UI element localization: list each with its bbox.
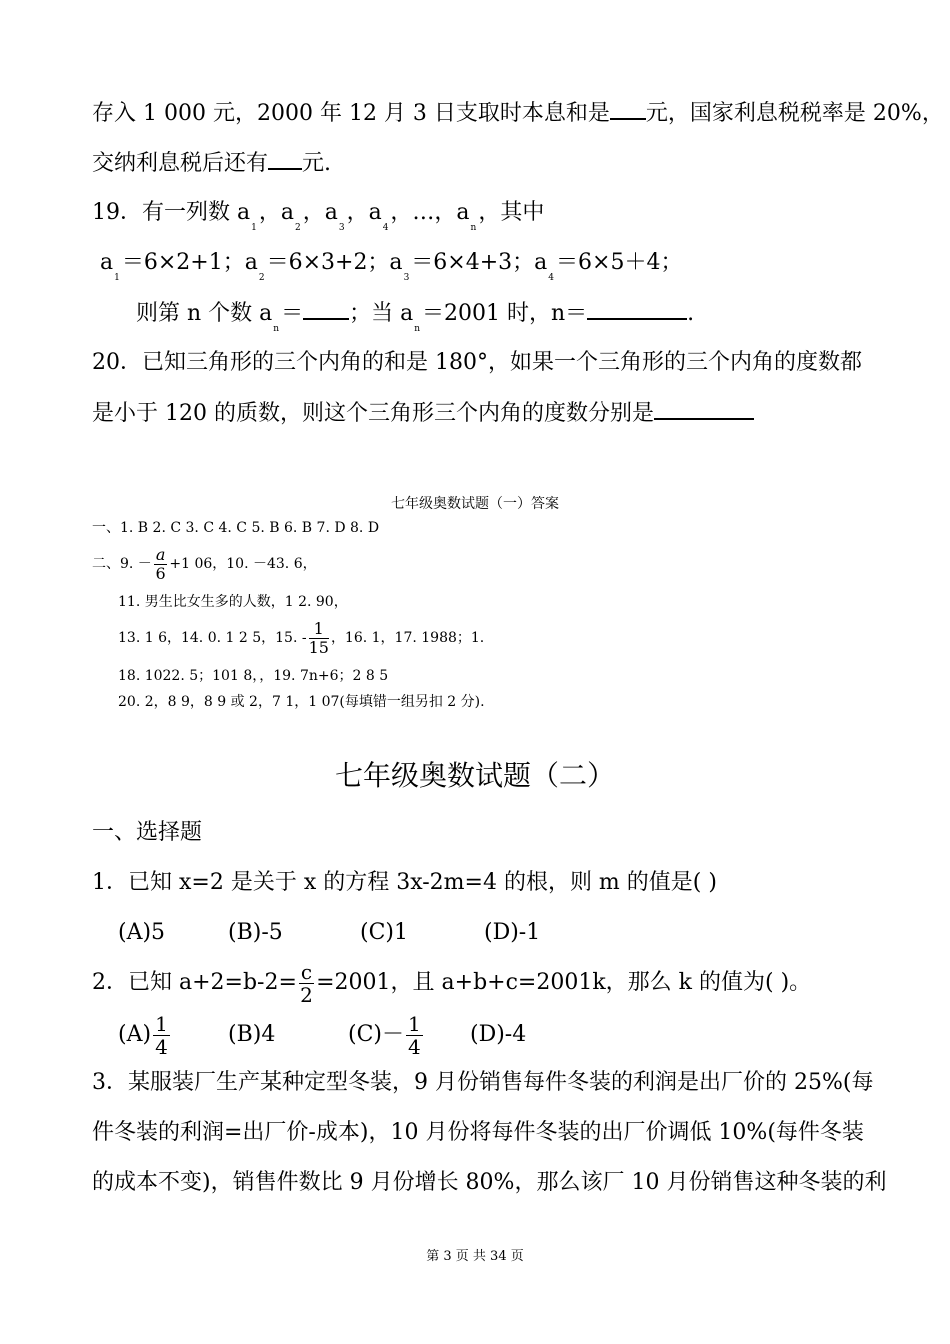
q1-options [118, 918, 540, 948]
q19-intro: 19．有一列数 a [92, 200, 251, 225]
test2-title: 七年级奥数试题（二） [334, 759, 615, 792]
q18-text-b: 元，国家利息税税率是 20%， [645, 101, 944, 126]
q18-line2 [92, 148, 331, 179]
fraction-denominator: 15 [308, 637, 329, 657]
fraction-numerator: 1 [408, 1011, 421, 1036]
q2-option-b[interactable]: (B)4 [228, 1022, 276, 1047]
q19-dots: ，…，a [390, 200, 470, 225]
q19-a-letter: a [100, 250, 114, 275]
q20-line2 [92, 398, 754, 429]
q19-line3 [136, 298, 694, 333]
fraction [154, 546, 168, 583]
q20-blank[interactable] [654, 398, 754, 420]
q19-formula-1: ＝6×2+1；a [121, 250, 258, 275]
q2-text-a: 2．已知 a+2=b-2= [92, 970, 297, 995]
q18-line1 [92, 98, 944, 129]
answers-row2-text-a: 二、9. － [92, 556, 152, 572]
q19-formula-2: ＝6×3+2；a [266, 250, 403, 275]
q2-option-c[interactable] [348, 1010, 470, 1060]
answers-row4-text-b: ，16. 1，17. 1988；1. [330, 630, 485, 646]
section-heading: 一、选择题 [92, 820, 203, 845]
answers-title: 七年级奥数试题（一）答案 [391, 496, 559, 512]
q1-text: 1．已知 x=2 是关于 x 的方程 3x-2m=4 的根，则 m 的值是( ) [92, 870, 717, 895]
q19-sep: ，a [346, 200, 382, 225]
q3-line1: 3．某服装厂生产某种定型冬装，9 月份销售每件冬装的利润是出厂价的 25%(每 [92, 1070, 874, 1095]
q19-question-b: ＝ [281, 301, 304, 326]
subscript: 3 [338, 223, 345, 233]
q2-option-d[interactable]: (D)-4 [470, 1022, 527, 1047]
q2-options [118, 1010, 526, 1060]
q19-line1 [92, 198, 544, 232]
q19-question-a: 则第 n 个数 a [136, 301, 273, 326]
answers-row-1: 一、1. B 2. C 3. C 4. C 5. B 6. B 7. D 8. D [92, 520, 380, 536]
q2-option-c-label: (C)－ [348, 1022, 404, 1047]
fraction-numerator: c [300, 959, 313, 984]
q1-option-a[interactable]: (A)5 [118, 920, 166, 945]
subscript: 1 [251, 223, 257, 233]
answers-row-6: 20. 2，8 9，8 9 或 2，7 1，1 07(每填错一组另扣 2 分). [118, 694, 485, 710]
subscript: n [470, 223, 477, 233]
q20-text: 是小于 120 的质数，则这个三角形三个内角的度数分别是 [92, 401, 654, 426]
q19-line2 [100, 248, 682, 282]
q19-formula-3: ＝6×4+3；a [411, 250, 548, 275]
q2-option-a[interactable] [118, 1010, 228, 1060]
q18-blank-1[interactable] [610, 98, 646, 120]
subscript: 4 [382, 223, 389, 233]
subscript: 2 [258, 273, 265, 283]
q1-option-d[interactable]: (D)-1 [484, 920, 541, 945]
q3-line2: 件冬装的利润=出厂价-成本)，10 月份将每件冬装的出厂价调低 10%(每件冬装 [92, 1120, 864, 1145]
q19-question-c: ；当 a [349, 301, 414, 326]
q2-text [92, 958, 811, 1008]
q2-text-b: =2001，且 a+b+c=2001k，那么 k 的值为( )。 [316, 970, 812, 995]
q19-tail: ，其中 [478, 200, 545, 225]
q19-formula-4: ＝6×5＋4； [556, 250, 683, 275]
fraction-numerator: a [155, 544, 166, 564]
answers-row-2 [92, 542, 317, 586]
page-footer: 第 3 页 共 34 页 [426, 1249, 524, 1264]
fraction [309, 620, 329, 657]
subscript: 1 [114, 273, 120, 283]
q19-blank-1[interactable] [303, 298, 349, 320]
q18-text-c: 交纳利息税后还有 [92, 151, 269, 176]
subscript: 4 [548, 273, 555, 283]
answers-row-3: 11. 男生比女生多的人数，1 2. 90， [118, 594, 348, 610]
subscript: n [273, 324, 280, 334]
fraction-denominator: 4 [408, 1034, 421, 1059]
q3-line3: 的成本不变)，销售件数比 9 月份增长 80%，那么该厂 10 月份销售这种冬装的利 [92, 1170, 887, 1195]
subscript: n [414, 324, 420, 334]
q19-question-d: ＝2001 时，n＝ [422, 301, 588, 326]
q1-option-c[interactable]: (C)1 [360, 920, 408, 945]
fraction-numerator: 1 [309, 620, 329, 639]
subscript: 2 [294, 223, 301, 233]
q19-blank-2[interactable] [587, 298, 687, 320]
subscript: 3 [403, 273, 410, 283]
fraction-denominator: 2 [300, 982, 313, 1007]
fraction-numerator: 1 [155, 1011, 168, 1036]
answers-row4-text-a: 13. 1 6，14. 0. 1 2 5，15. - [118, 630, 307, 646]
q18-blank-2[interactable] [268, 148, 302, 170]
fraction [299, 961, 314, 1006]
q1-option-b[interactable]: (B)-5 [228, 920, 283, 945]
answers-row-4 [118, 616, 484, 660]
answers-row-5: 18. 1022. 5；101 8，，19. 7n+6；2 8 5 [118, 668, 389, 684]
fraction [153, 1013, 170, 1058]
q19-sep: ，a [258, 200, 294, 225]
fraction [406, 1013, 423, 1058]
q19-question-e: . [687, 301, 695, 326]
fraction-denominator: 6 [155, 563, 166, 583]
q20-line1: 20．已知三角形的三个内角的和是 180°，如果一个三角形的三个内角的度数都 [92, 350, 862, 375]
q2-option-a-label: (A) [118, 1022, 152, 1047]
fraction-denominator: 4 [155, 1034, 168, 1059]
q19-sep: ，a [302, 200, 338, 225]
q18-text-d: 元. [302, 151, 332, 176]
q18-text-a: 存入 1 000 元，2000 年 12 月 3 日支取时本息和是 [92, 101, 610, 126]
answers-row2-text-b: +1 06，10. －43. 6， [169, 556, 317, 572]
